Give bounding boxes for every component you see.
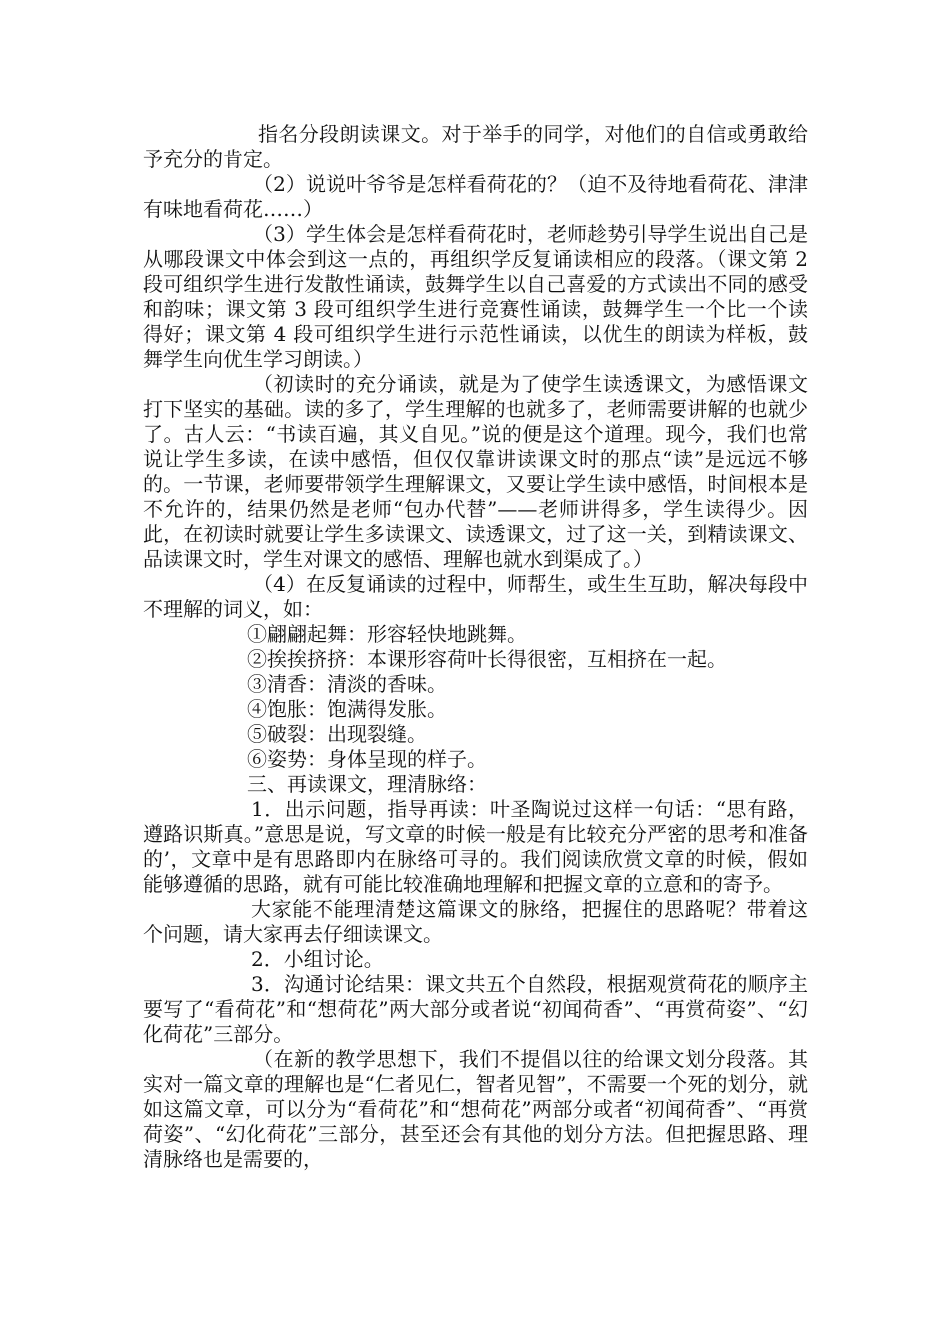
paragraph-read-aloud: 指名分段朗读课文。对于举手的同学，对他们的自信或勇敢给予充分的肯定。 xyxy=(143,122,808,171)
paragraph-question-4: （4）在反复诵读的过程中，师帮生，或生生互助，解决每段中不理解的词义，如： xyxy=(143,572,808,621)
vocab-item-6: ⑥姿势：身体呈现的样子。 xyxy=(247,747,487,771)
paragraph-question-3: （3）学生体会是怎样看荷花时，老师趁势引导学生说出自己是从哪段课文中体会到这一点的，再组织学反复诵读相应的段落。（课文第 2 段可组织学生进行发散性诵读，鼓舞学生以自己喜爱的方式读出不同的感受和韵味；课文第 3 段可组织学生进行竞赛性诵读，鼓舞学生一个比一个读得好；课文第 4 段可组织学生进行示范性诵读，以优生的朗读为样板，鼓舞学生向优生学习朗读。） xyxy=(143,222,808,371)
paragraph-question-2: （2）说说叶爷爷是怎样看荷花的？（迫不及待地看荷花、津津有味地看荷花……） xyxy=(143,172,808,221)
paragraph-step-2: 2．小组讨论。 xyxy=(251,947,384,971)
paragraph-commentary-reading: （初读时的充分诵读，就是为了使学生读透课文，为感悟课文打下坚实的基础。读的多了，学生理解的也就多了，老师需要讲解的也就少了。古人云：“书读百遍，其义自见。”说的便是这个道理。现今，我们也常说让学生多读，在读中感悟，但仅仅靠讲读课文时的那点“读”是远远不够的。一节课，老师要带领学生理解课文，又要让学生读中感悟，时间根本是不允许的，结果仍然是老师“包办代替”——老师讲得多，学生读得少。因此，在初读时就要让学生多读课文、读透课文，过了这一关，到精读课文、品读课文时，学生对课文的感悟、理解也就水到渠成了。） xyxy=(143,372,808,571)
paragraph-step-1: 1．出示问题，指导再读：叶圣陶说过这样一句话：“思有路，遵路识斯真。”意思是说，写文章的时候一般是有比较充分严密的思考和准备的’，文章中是有思路即内在脉络可寻的。我们阅读欣赏文章的时候，假如能够遵循的思路，就有可能比较准确地理解和把握文章的立意和的寄予。 xyxy=(143,797,808,896)
section-heading-3: 三、再读课文，理清脉络： xyxy=(247,772,487,796)
vocab-item-1: ①翩翩起舞：形容轻快地跳舞。 xyxy=(247,622,527,646)
paragraph-think-question: 大家能不能理清楚这篇课文的脉络，把握住的思路呢？带着这个问题，请大家再去仔细读课文。 xyxy=(143,897,808,946)
vocab-item-4: ④饱胀：饱满得发胀。 xyxy=(247,697,447,721)
paragraph-commentary-division: （在新的教学思想下，我们不提倡以往的给课文划分段落。其实对一篇文章的理解也是“仁者见仁，智者见智”，不需要一个死的划分，就如这篇文章，可以分为“看荷花”和“想荷花”两部分或者“初闻荷香”、“再赏荷姿”、“幻化荷花”三部分，甚至还会有其他的划分方法。但把握思路、理清脉络也是需要的， xyxy=(143,1047,808,1171)
vocab-item-3: ③清香：清淡的香味。 xyxy=(247,672,447,696)
vocab-item-2: ②挨挨挤挤：本课形容荷叶长得很密，互相挤在一起。 xyxy=(247,647,727,671)
vocab-item-5: ⑤破裂：出现裂缝。 xyxy=(247,722,427,746)
paragraph-step-3: 3．沟通讨论结果：课文共五个自然段，根据观赏荷花的顺序主要写了“看荷花”和“想荷花”两大部分或者说“初闻荷香”、“再赏荷姿”、“幻化荷花”三部分。 xyxy=(143,972,808,1046)
document-body xyxy=(143,122,808,1172)
